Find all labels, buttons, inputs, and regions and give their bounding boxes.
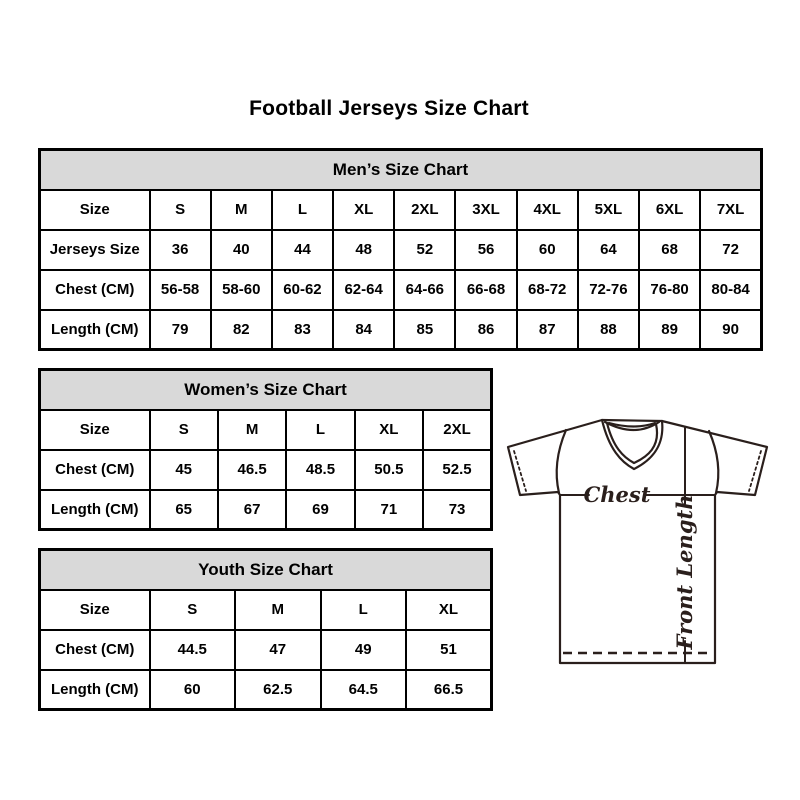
mens-row-label: Length (CM) xyxy=(40,310,150,350)
mens-value-cell: 83 xyxy=(272,310,333,350)
mens-value-cell: L xyxy=(272,190,333,230)
mens-value-cell: 86 xyxy=(455,310,516,350)
womens-row-label: Chest (CM) xyxy=(40,450,150,490)
page-title: Football Jerseys Size Chart xyxy=(249,97,529,120)
mens-row-label: Chest (CM) xyxy=(40,270,150,310)
mens-value-cell: 89 xyxy=(639,310,700,350)
womens-value-cell: L xyxy=(286,410,354,450)
jersey-cuff-stitch-right xyxy=(749,451,761,491)
womens-value-cell: 2XL xyxy=(423,410,491,450)
mens-value-cell: 90 xyxy=(700,310,761,350)
youth-value-cell: XL xyxy=(406,590,492,630)
womens-row-label: Size xyxy=(40,410,150,450)
jersey-cuff-stitch-left xyxy=(514,451,526,491)
mens-value-cell: 68-72 xyxy=(517,270,578,310)
mens-value-cell: 64-66 xyxy=(394,270,455,310)
mens-value-cell: 7XL xyxy=(700,190,761,230)
mens-value-cell: M xyxy=(211,190,272,230)
mens-value-cell: 85 xyxy=(394,310,455,350)
jersey-outline xyxy=(508,420,767,663)
mens-value-cell: 36 xyxy=(150,230,211,270)
womens-value-cell: S xyxy=(150,410,218,450)
youth-value-cell: M xyxy=(235,590,321,630)
youth-value-cell: 62.5 xyxy=(235,670,321,710)
womens-table-title: Women’s Size Chart xyxy=(40,370,492,410)
mens-value-cell: 66-68 xyxy=(455,270,516,310)
mens-size-table xyxy=(38,148,763,351)
youth-size-table xyxy=(38,548,493,711)
mens-value-cell: 4XL xyxy=(517,190,578,230)
mens-value-cell: 72 xyxy=(700,230,761,270)
mens-value-cell: 88 xyxy=(578,310,639,350)
womens-value-cell: 52.5 xyxy=(423,450,491,490)
youth-row-label: Length (CM) xyxy=(40,670,150,710)
jersey-measurement-diagram xyxy=(495,405,780,675)
mens-value-cell: 3XL xyxy=(455,190,516,230)
mens-value-cell: 2XL xyxy=(394,190,455,230)
womens-value-cell: XL xyxy=(355,410,423,450)
mens-value-cell: 44 xyxy=(272,230,333,270)
womens-value-cell: 65 xyxy=(150,490,218,530)
mens-value-cell: 48 xyxy=(333,230,394,270)
womens-size-table xyxy=(38,368,493,531)
mens-value-cell: 56-58 xyxy=(150,270,211,310)
mens-table-title: Men’s Size Chart xyxy=(40,150,762,190)
mens-value-cell: 87 xyxy=(517,310,578,350)
mens-value-cell: 80-84 xyxy=(700,270,761,310)
womens-value-cell: 71 xyxy=(355,490,423,530)
womens-value-cell: 69 xyxy=(286,490,354,530)
mens-value-cell: 82 xyxy=(211,310,272,350)
youth-value-cell: 51 xyxy=(406,630,492,670)
youth-value-cell: 47 xyxy=(235,630,321,670)
mens-row-label: Jerseys Size xyxy=(40,230,150,270)
womens-value-cell: 73 xyxy=(423,490,491,530)
mens-value-cell: 5XL xyxy=(578,190,639,230)
mens-row-label: Size xyxy=(40,190,150,230)
youth-value-cell: 49 xyxy=(321,630,407,670)
front-length-label: Front Length xyxy=(672,494,697,650)
mens-value-cell: 84 xyxy=(333,310,394,350)
mens-value-cell: 52 xyxy=(394,230,455,270)
mens-value-cell: XL xyxy=(333,190,394,230)
mens-value-cell: 62-64 xyxy=(333,270,394,310)
womens-value-cell: 50.5 xyxy=(355,450,423,490)
jersey-armhole-left xyxy=(557,430,566,493)
chest-label: Chest xyxy=(583,482,651,507)
mens-value-cell: 56 xyxy=(455,230,516,270)
mens-value-cell: 64 xyxy=(578,230,639,270)
youth-row-label: Size xyxy=(40,590,150,630)
youth-value-cell: 64.5 xyxy=(321,670,407,710)
mens-value-cell: 72-76 xyxy=(578,270,639,310)
youth-value-cell: 44.5 xyxy=(150,630,236,670)
mens-value-cell: 60-62 xyxy=(272,270,333,310)
mens-value-cell: S xyxy=(150,190,211,230)
mens-value-cell: 68 xyxy=(639,230,700,270)
mens-value-cell: 76-80 xyxy=(639,270,700,310)
womens-value-cell: 45 xyxy=(150,450,218,490)
womens-value-cell: 48.5 xyxy=(286,450,354,490)
womens-value-cell: 67 xyxy=(218,490,286,530)
jersey-armhole-right xyxy=(709,431,718,493)
womens-value-cell: M xyxy=(218,410,286,450)
youth-table-title: Youth Size Chart xyxy=(40,550,492,590)
youth-row-label: Chest (CM) xyxy=(40,630,150,670)
mens-value-cell: 40 xyxy=(211,230,272,270)
youth-value-cell: S xyxy=(150,590,236,630)
mens-value-cell: 79 xyxy=(150,310,211,350)
youth-value-cell: L xyxy=(321,590,407,630)
mens-value-cell: 60 xyxy=(517,230,578,270)
mens-value-cell: 6XL xyxy=(639,190,700,230)
womens-value-cell: 46.5 xyxy=(218,450,286,490)
youth-value-cell: 66.5 xyxy=(406,670,492,710)
youth-value-cell: 60 xyxy=(150,670,236,710)
mens-value-cell: 58-60 xyxy=(211,270,272,310)
womens-row-label: Length (CM) xyxy=(40,490,150,530)
